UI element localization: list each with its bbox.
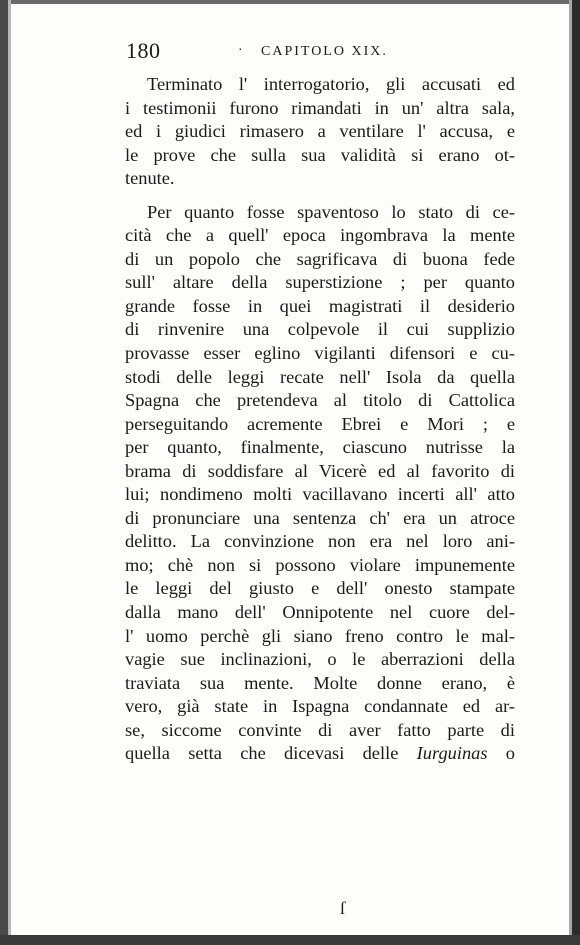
text-fragment: quella setta che dicevasi delle [125, 743, 417, 764]
text-line: perseguitando acremente Ebrei e Mori ; e [125, 413, 515, 434]
page-top-edge [0, 0, 580, 4]
text-line: mo; chè non si possono violare impunemente [125, 554, 515, 575]
page-number: 180 [126, 38, 161, 63]
text-line: di rinvenire una colpevole il cui supplizio [125, 319, 515, 340]
text-line: stodi delle leggi recate nell' Isola da quella [125, 366, 515, 387]
text-line: per quanto, finalmente, ciascuno nutrisse la [125, 437, 515, 458]
text-line: Per quanto fosse spaventoso lo stato di ce- [147, 201, 515, 222]
text-line: Spagna che pretendeva al titolo di Cattolica [125, 390, 515, 411]
text-line: le prove che sulla sua validità si erano ot- [125, 144, 515, 165]
text-fragment: o [487, 743, 515, 764]
text-line: sull' altare della superstizione ; per quanto [125, 272, 515, 293]
text-line: i testimonii furono rimandati in un' altra sala, [125, 97, 515, 118]
signature-mark: ſ [340, 898, 346, 918]
text-line: vero, già state in Ispagna condannate ed ar- [125, 696, 515, 717]
body-text [125, 73, 515, 766]
text-line: l' uomo perchè gli siano freno contro le mal- [125, 625, 515, 646]
paragraph-2 [125, 201, 515, 766]
text-line: ed i giudici rimasero a ventilare l' accusa, e [125, 121, 515, 142]
text-line: vagie sue inclinazioni, o le aberrazioni della [125, 649, 515, 670]
text-line: di pronunciare una sentenza ch' era un atroce [125, 507, 515, 528]
text-line: se, siccome convinte di aver fatto parte di [125, 719, 515, 740]
text-line: le leggi del giusto e dell' onesto stampate [125, 578, 515, 599]
text-line: di un popolo che sagrificava di buona fede [125, 248, 515, 269]
chapter-title: CAPITOLO XIX. [261, 44, 388, 59]
page-bottom-edge [0, 935, 580, 945]
text-line: cità che a quell' epoca ingombrava la mente [125, 225, 515, 246]
page-left-edge [0, 0, 8, 945]
paragraph-1 [125, 73, 515, 191]
running-header [126, 38, 516, 68]
text-line: Terminato l' interrogatorio, gli accusati ed [147, 74, 515, 94]
text-line: traviata sua mente. Molte donne erano, è [125, 672, 515, 693]
text-line: brama di soddisfare al Vicerè ed al favorito di [125, 460, 515, 481]
text-line: provasse esser eglino vigilanti difensori e cu- [125, 343, 515, 364]
text-line-with-italic [125, 742, 515, 766]
text-line: grande fosse in quei magistrati il desiderio [125, 295, 515, 316]
text-line: dalla mano dell' Onnipotente nel cuore del- [125, 602, 515, 623]
page-right-edge-shadow [569, 0, 572, 945]
text-line: delitto. La convinzione non era nel loro ani- [125, 531, 515, 552]
header-separator: · [238, 43, 243, 58]
italic-term: Iurguinas [416, 743, 488, 764]
text-line: lui; nondimeno molti vacillavano incerti all' atto [125, 484, 515, 505]
text-line: tenute. [125, 168, 175, 189]
page-left-edge-shadow [8, 0, 11, 945]
page-right-edge [572, 0, 580, 945]
